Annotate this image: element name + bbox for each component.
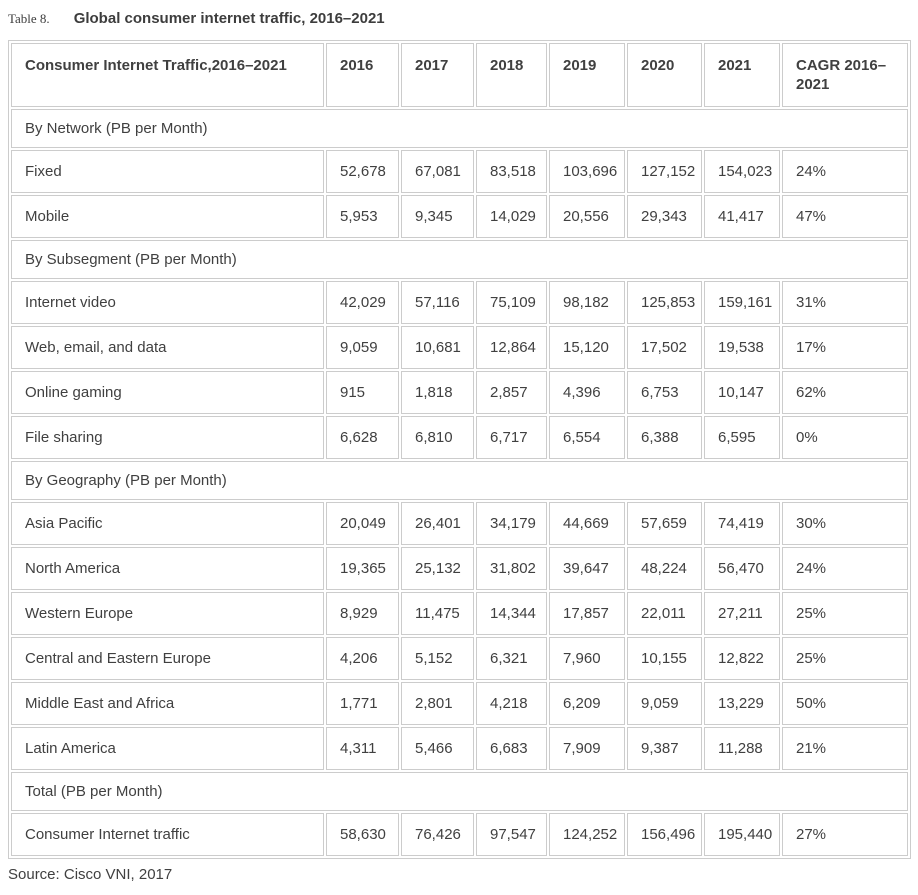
data-cell: 195,440 [704, 813, 780, 856]
data-cell: 6,595 [704, 416, 780, 459]
row-label: Online gaming [11, 371, 324, 414]
table-row [11, 281, 908, 324]
col-header-2019: 2019 [549, 43, 625, 107]
data-cell: 12,864 [476, 326, 547, 369]
data-cell: 15,120 [549, 326, 625, 369]
table-body [11, 109, 908, 856]
section-row [11, 772, 908, 811]
data-cell: 6,683 [476, 727, 547, 770]
data-cell: 27,211 [704, 592, 780, 635]
data-cell: 6,388 [627, 416, 702, 459]
data-cell: 39,647 [549, 547, 625, 590]
data-cell: 24% [782, 150, 908, 193]
row-label: North America [11, 547, 324, 590]
section-row [11, 461, 908, 500]
table-row [11, 371, 908, 414]
table-row [11, 195, 908, 238]
data-cell: 6,810 [401, 416, 474, 459]
table-row [11, 502, 908, 545]
data-cell: 27% [782, 813, 908, 856]
data-cell: 97,547 [476, 813, 547, 856]
data-cell: 48,224 [627, 547, 702, 590]
table-row [11, 416, 908, 459]
data-cell: 159,161 [704, 281, 780, 324]
col-header-cagr: CAGR 2016–2021 [782, 43, 908, 107]
data-cell: 76,426 [401, 813, 474, 856]
col-header-2018: 2018 [476, 43, 547, 107]
data-cell: 17,857 [549, 592, 625, 635]
data-cell: 0% [782, 416, 908, 459]
data-cell: 103,696 [549, 150, 625, 193]
data-cell: 34,179 [476, 502, 547, 545]
data-cell: 1,771 [326, 682, 399, 725]
source-note: Source: Cisco VNI, 2017 [8, 866, 173, 883]
data-cell: 915 [326, 371, 399, 414]
data-cell: 31% [782, 281, 908, 324]
row-label: Asia Pacific [11, 502, 324, 545]
data-cell: 14,344 [476, 592, 547, 635]
data-cell: 9,059 [627, 682, 702, 725]
header-row [11, 43, 908, 107]
data-cell: 31,802 [476, 547, 547, 590]
table-caption [8, 10, 910, 30]
data-cell: 20,049 [326, 502, 399, 545]
table-row [11, 637, 908, 680]
data-cell: 124,252 [549, 813, 625, 856]
data-cell: 11,475 [401, 592, 474, 635]
data-cell: 25,132 [401, 547, 474, 590]
data-cell: 12,822 [704, 637, 780, 680]
data-cell: 10,147 [704, 371, 780, 414]
row-label: Consumer Internet traffic [11, 813, 324, 856]
data-cell: 42,029 [326, 281, 399, 324]
data-cell: 2,801 [401, 682, 474, 725]
data-cell: 1,818 [401, 371, 474, 414]
data-cell: 75,109 [476, 281, 547, 324]
table-row [11, 592, 908, 635]
data-cell: 4,311 [326, 727, 399, 770]
data-cell: 6,628 [326, 416, 399, 459]
table-row [11, 547, 908, 590]
data-cell: 25% [782, 637, 908, 680]
section-label: By Subsegment (PB per Month) [11, 240, 908, 279]
col-header-2016: 2016 [326, 43, 399, 107]
data-cell: 19,538 [704, 326, 780, 369]
data-cell: 26,401 [401, 502, 474, 545]
data-cell: 10,681 [401, 326, 474, 369]
data-cell: 17,502 [627, 326, 702, 369]
data-cell: 7,909 [549, 727, 625, 770]
data-cell: 20,556 [549, 195, 625, 238]
data-cell: 6,554 [549, 416, 625, 459]
data-cell: 13,229 [704, 682, 780, 725]
table-row [11, 813, 908, 856]
data-cell: 10,155 [627, 637, 702, 680]
data-cell: 67,081 [401, 150, 474, 193]
row-label: Mobile [11, 195, 324, 238]
table-row [11, 727, 908, 770]
col-header-2021: 2021 [704, 43, 780, 107]
section-label: By Network (PB per Month) [11, 109, 908, 148]
row-label: Web, email, and data [11, 326, 324, 369]
section-label: By Geography (PB per Month) [11, 461, 908, 500]
row-label: Internet video [11, 281, 324, 324]
data-cell: 24% [782, 547, 908, 590]
data-cell: 50% [782, 682, 908, 725]
section-row [11, 109, 908, 148]
data-cell: 29,343 [627, 195, 702, 238]
data-cell: 19,365 [326, 547, 399, 590]
consumer-internet-traffic-table [8, 40, 911, 859]
data-cell: 52,678 [326, 150, 399, 193]
data-cell: 98,182 [549, 281, 625, 324]
row-label: File sharing [11, 416, 324, 459]
table-row [11, 150, 908, 193]
data-cell: 62% [782, 371, 908, 414]
table-row [11, 682, 908, 725]
data-cell: 4,206 [326, 637, 399, 680]
data-cell: 154,023 [704, 150, 780, 193]
data-cell: 14,029 [476, 195, 547, 238]
data-cell: 6,321 [476, 637, 547, 680]
col-header-2017: 2017 [401, 43, 474, 107]
data-cell: 5,466 [401, 727, 474, 770]
row-label: Latin America [11, 727, 324, 770]
data-cell: 22,011 [627, 592, 702, 635]
row-label: Middle East and Africa [11, 682, 324, 725]
data-cell: 11,288 [704, 727, 780, 770]
data-cell: 41,417 [704, 195, 780, 238]
data-cell: 127,152 [627, 150, 702, 193]
data-cell: 6,209 [549, 682, 625, 725]
data-cell: 44,669 [549, 502, 625, 545]
row-label: Western Europe [11, 592, 324, 635]
data-cell: 4,218 [476, 682, 547, 725]
data-cell: 6,753 [627, 371, 702, 414]
data-cell: 6,717 [476, 416, 547, 459]
table-row [11, 326, 908, 369]
table-head [11, 43, 908, 107]
section-row [11, 240, 908, 279]
data-cell: 21% [782, 727, 908, 770]
data-cell: 17% [782, 326, 908, 369]
data-cell: 4,396 [549, 371, 625, 414]
data-cell: 9,387 [627, 727, 702, 770]
col-header-traffic: Consumer Internet Traffic,2016–2021 [11, 43, 324, 107]
col-header-2020: 2020 [627, 43, 702, 107]
data-cell: 58,630 [326, 813, 399, 856]
data-cell: 8,929 [326, 592, 399, 635]
data-cell: 2,857 [476, 371, 547, 414]
data-cell: 47% [782, 195, 908, 238]
data-cell: 5,152 [401, 637, 474, 680]
data-cell: 7,960 [549, 637, 625, 680]
row-label: Central and Eastern Europe [11, 637, 324, 680]
data-cell: 57,116 [401, 281, 474, 324]
data-cell: 25% [782, 592, 908, 635]
table-number-label: Table 8. [8, 11, 50, 26]
data-cell: 30% [782, 502, 908, 545]
data-cell: 5,953 [326, 195, 399, 238]
section-label: Total (PB per Month) [11, 772, 908, 811]
data-cell: 56,470 [704, 547, 780, 590]
table-title: Global consumer internet traffic, 2016–2021 [73, 10, 385, 27]
data-cell: 125,853 [627, 281, 702, 324]
data-cell: 156,496 [627, 813, 702, 856]
data-cell: 83,518 [476, 150, 547, 193]
data-cell: 9,059 [326, 326, 399, 369]
data-cell: 9,345 [401, 195, 474, 238]
data-cell: 57,659 [627, 502, 702, 545]
row-label: Fixed [11, 150, 324, 193]
data-cell: 74,419 [704, 502, 780, 545]
